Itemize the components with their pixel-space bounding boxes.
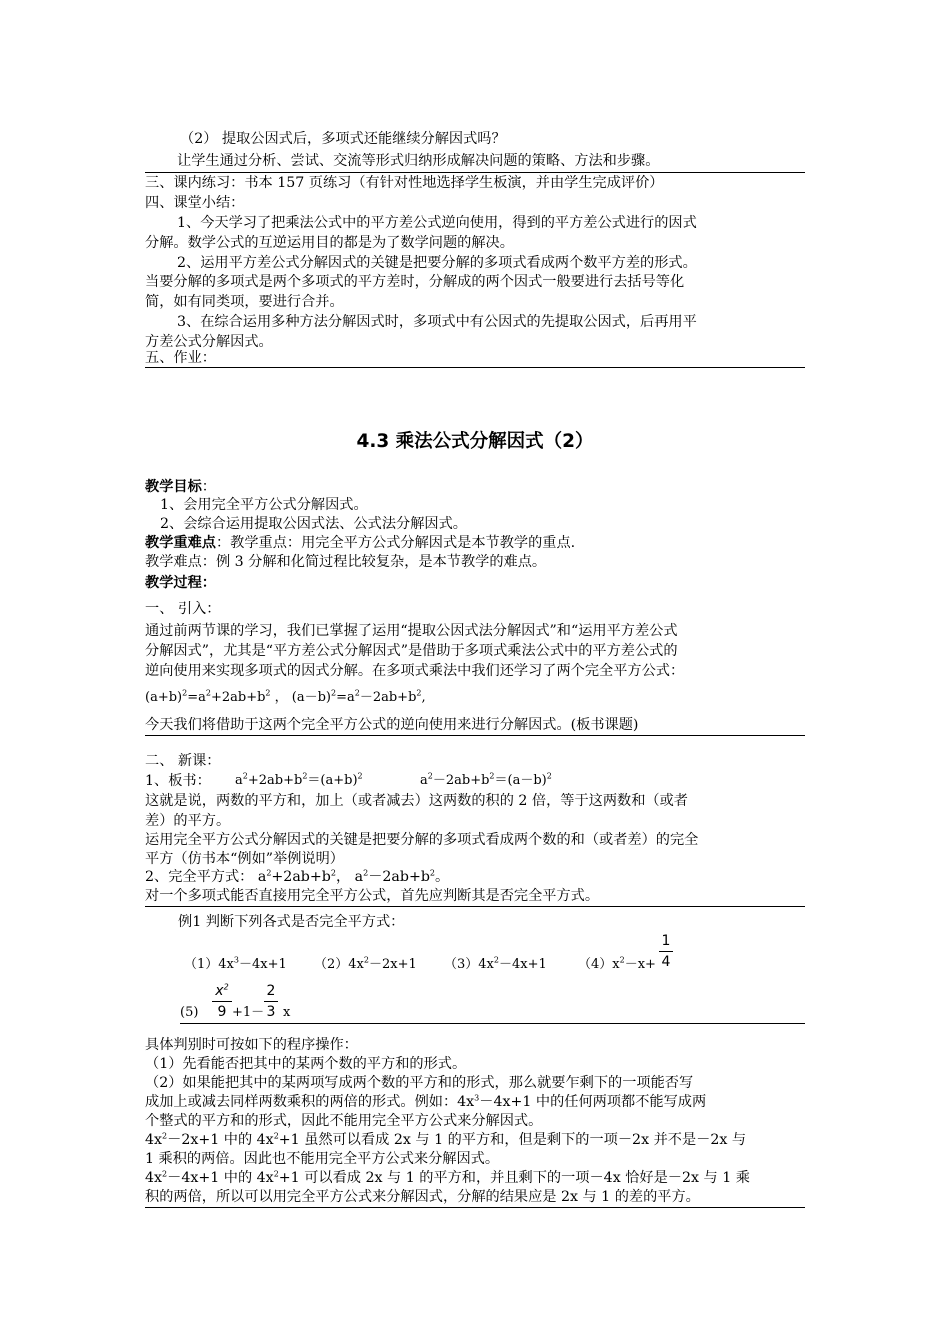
summary-1-line-1: 1、今天学习了把乘法公式中的平方差公式逆向使用，得到的平方差公式进行的因式: [177, 215, 697, 231]
procedure-line-3: （2）如果能把其中的某两项写成两个数的平方和的形式，那么就要乍剩下的一项能否写: [145, 1075, 694, 1091]
newlesson-line-3: 运用完全平方公式分解因式的关键是把要分解的多项式看成两个数的和（或者差）的完全: [145, 832, 699, 848]
board-formulas: 1、板书： $a^2+2ab+b^2=(a+b)^2$ $a^2-2ab+b^2=(a-b)^2$: [145, 771, 552, 789]
summary-3-line-2: 方差公式分解因式。: [145, 334, 273, 350]
example-item-2: $(2)4x^2-2x+1$: [314, 955, 417, 972]
intro-line-3: 逆向使用来实现多项式的因式分解。在多项式乘法中我们还学习了两个完全平方公式：: [145, 663, 685, 679]
summary-2-line-2: 当要分解的多项式是两个多项式的平方差时，分解成的两个因式一般要进行去括号等化: [145, 274, 685, 290]
newlesson-heading: 二、 新课：: [145, 753, 221, 769]
divider: [145, 906, 805, 907]
intro-line-1: 通过前两节课的学习，我们已掌握了运用“提取公因式法分解因式”和“运用平方差公式: [145, 623, 678, 639]
procedure-line-5: 个整式的平方和的形式，因此不能用完全平方公式来分解因式。: [145, 1113, 543, 1129]
fraction-one-quarter: 1 4: [659, 933, 673, 970]
summary-1-line-2: 分解。数学公式的互逆运用目的都是为了数学问题的解决。: [145, 235, 514, 251]
section-4-heading: 四、课堂小结：: [145, 195, 245, 211]
divider: [145, 1207, 805, 1208]
procedure-line-6: $4x^2-2x+1$ 中的 $4x^2+1$ 虽然可以看成 2x 与 1 的平方和，但是剩下的一项－2x 并不是－2x 与: [145, 1131, 747, 1148]
guide-text: 让学生通过分析、尝试、交流等形式归纳形成解决问题的策略、方法和步骤。: [177, 153, 660, 169]
objective-1: 1、会用完全平方公式分解因式。: [160, 497, 368, 513]
square-formulas: $(a+b)^2=a^2+2ab+b^2$ ， $(a-b)^2=a^2-2ab+b^2$,: [145, 688, 426, 705]
objective-2: 2、会综合运用提取公因式法、公式法分解因式。: [160, 516, 467, 532]
procedure-line-7: 1 乘积的两倍。因此也不能用完全平方公式来分解因式。: [145, 1151, 500, 1167]
example-item-1: $(1)4x^3-4x+1$: [184, 955, 287, 972]
divider: [145, 367, 805, 368]
objectives-heading: 教学目标：: [145, 479, 216, 495]
intro-line-2: 分解因式”，尤其是“平方差公式分解因式”是借助于多项式乘法公式中的平方差公式的: [145, 643, 678, 659]
newlesson-line-1: 这就是说，两数的平方和，加上（或者减去）这两数的积的 2 倍，等于这两数和（或者: [145, 793, 688, 809]
summary-2-line-1: 2、运用平方差公式分解因式的关键是把要分解的多项式看成两个数平方差的形式。: [177, 255, 697, 271]
example-item-4: $(4)x^2-x+$: [578, 955, 656, 972]
lesson-title: 4.3 乘法公式分解因式（2）: [356, 431, 594, 452]
divider: [180, 1023, 805, 1024]
key-points: 教学重难点：教学重点：用完全平方公式分解因式是本节教学的重点.: [145, 535, 576, 551]
fraction-x-squared-over-nine: $x^2$ 9: [212, 983, 232, 1020]
divider: [145, 735, 805, 736]
intro-line-5: 今天我们将借助于这两个完全平方公式的逆向使用来进行分解因式。(板书课题): [145, 717, 639, 733]
procedure-line-9: 积的两倍，所以可以用完全平方公式来分解因式，分解的结果应是 2x 与 1 的差的平方。: [145, 1189, 700, 1205]
example-1-heading: 例1 判断下列各式是否完全平方式：: [178, 914, 405, 930]
perfect-square-forms: 2、完全平方式： $a^2+2ab+b^2$， $a^2-2ab+b^2$。: [145, 868, 450, 885]
procedure-line-2: （1）先看能否把其中的某两个数的平方和的形式。: [145, 1056, 467, 1072]
summary-2-line-3: 简，如有同类项，要进行合并。: [145, 294, 344, 310]
procedure-line-1: 具体判别时可按如下的程序操作：: [145, 1037, 358, 1053]
fraction-two-thirds: 2 3: [264, 983, 278, 1020]
example-1-items: [184, 955, 844, 975]
intro-heading: 一、 引入：: [145, 601, 221, 617]
example-item-5-middle: +1－: [232, 1005, 265, 1020]
difficulty: 教学难点：例 3 分解和化简过程比较复杂，是本节教学的难点。: [145, 554, 547, 570]
process-heading: 教学过程：: [145, 575, 216, 591]
example-item-5-label: (5): [180, 1005, 199, 1020]
newlesson-line-2: 差）的平方。: [145, 813, 231, 829]
procedure-line-8: $4x^2-4x+1$ 中的 $4x^2+1$ 可以看成 2x 与 1 的平方和，并且剩下的一项－4x 恰好是－2x 与 1 乘: [145, 1169, 750, 1186]
example-item-3: $(3)4x^2-4x+1$: [444, 955, 547, 972]
newlesson-line-6: 对一个多项式能否直接用完全平方公式，首先应判断其是否完全平方式。: [145, 888, 600, 904]
procedure-line-4: 成加上或减去同样两数乘积的两倍的形式。例如：$4x^3-4x+1$ 中的任何两项都不能写成两: [145, 1093, 707, 1110]
section-3-heading: 三、课内练习：书本 157 页练习（有针对性地选择学生板演，并由学生完成评价）: [145, 175, 664, 191]
newlesson-line-4: 平方（仿书本“例如”举例说明）: [145, 851, 344, 867]
example-item-5-x: x: [283, 1005, 291, 1020]
summary-3-line-1: 3、在综合运用多种方法分解因式时，多项式中有公因式的先提取公因式，后再用平: [177, 314, 697, 330]
question-2: （2） 提取公因式后，多项式还能继续分解因式吗？: [180, 131, 506, 147]
section-5-heading: 五、作业：: [145, 350, 216, 366]
